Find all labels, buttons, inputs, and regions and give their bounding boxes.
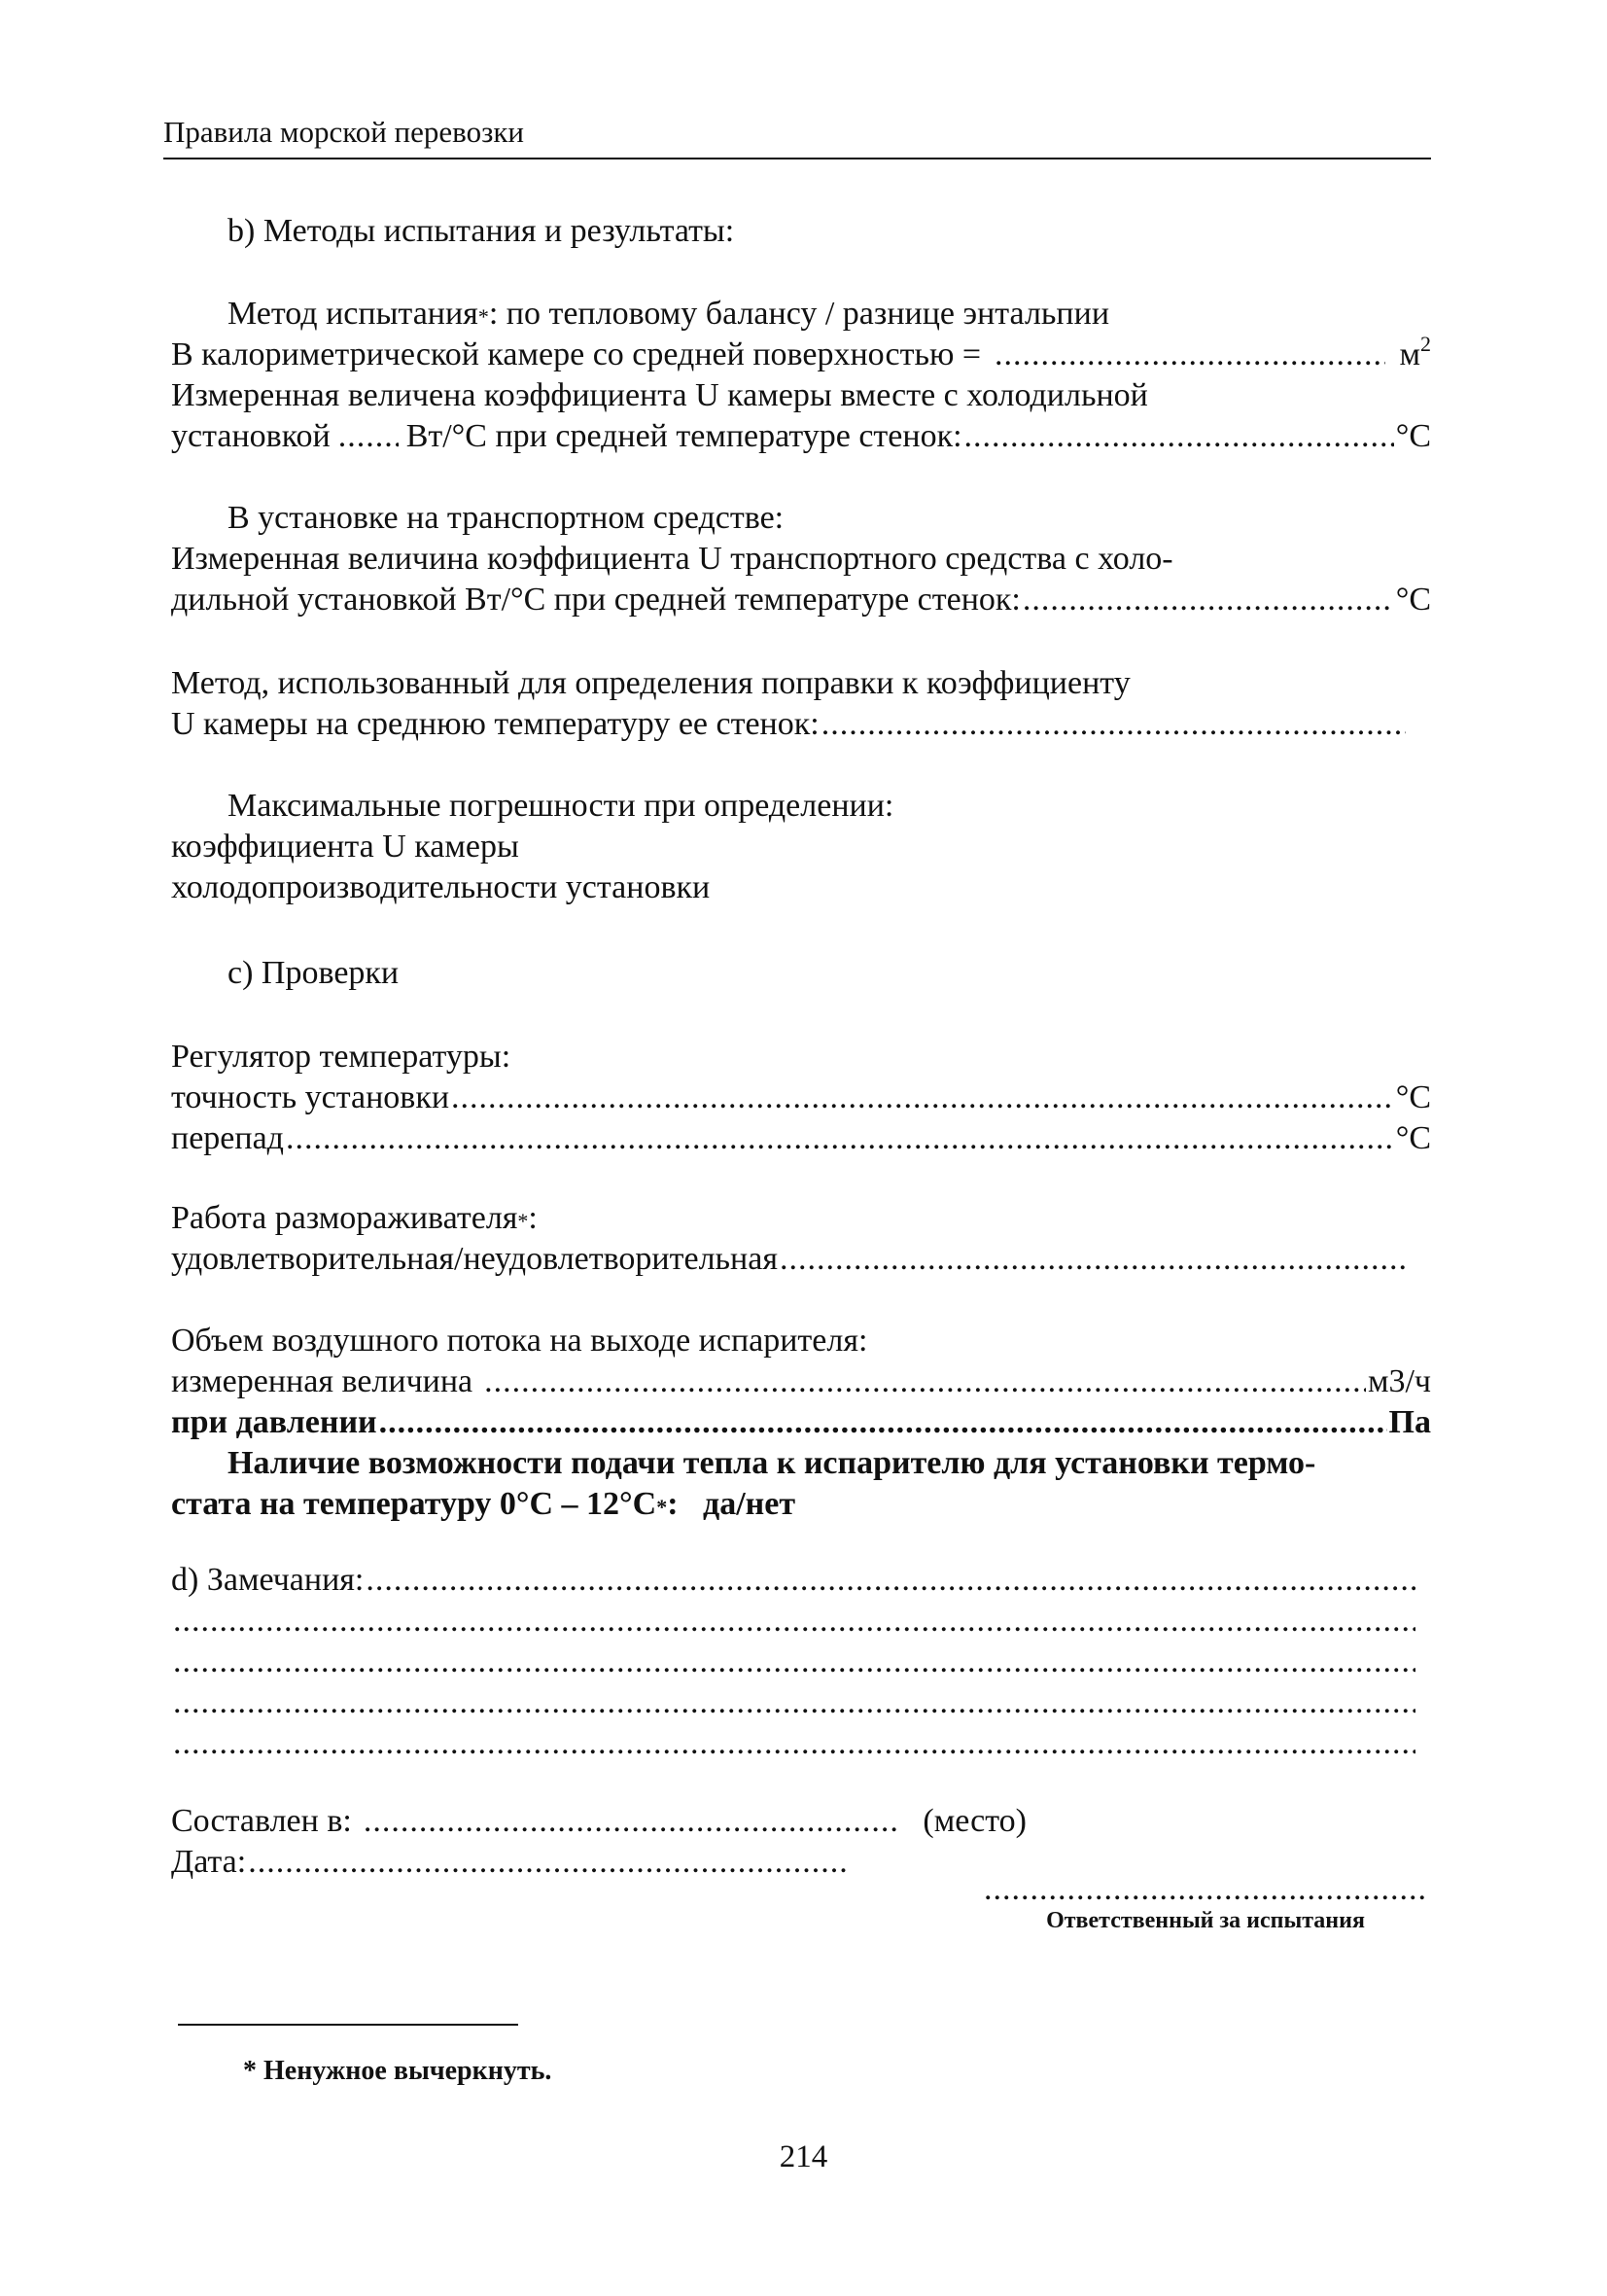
celsius-unit: °С (1395, 1120, 1431, 1156)
celsius-unit: °С (1395, 1079, 1431, 1115)
regulator-title: Регулятор температуры: (171, 1039, 511, 1075)
regulator-block (171, 1037, 1431, 1159)
defrost-field[interactable] (780, 1239, 1410, 1280)
measured-u-line-2: установкой ..... Вт/°С при средней температуре стенок: ..... °С (171, 416, 1431, 457)
airflow-unit: м3/ч (1367, 1363, 1431, 1399)
remarks-field-4[interactable] (173, 1682, 1415, 1723)
remarks-line-5 (171, 1723, 1417, 1764)
correction-block (171, 663, 1431, 745)
celsius-unit: °С (1395, 418, 1431, 454)
compiled-place-field[interactable] (364, 1801, 902, 1842)
footnote-text: Ненужное вычеркнуть. (263, 2056, 552, 2086)
differential-line: перепад ..... °С (171, 1118, 1431, 1159)
defrost-value-line: удовлетворительная/неудовлетворительная ..... (171, 1239, 1412, 1280)
compiled-block (171, 1801, 1027, 1883)
vehicle-wall-temperature-field[interactable] (1023, 580, 1394, 620)
chamber-surface-unit: $м^2$ (1399, 332, 1431, 372)
measured-u-field[interactable] (338, 416, 399, 457)
celsius-unit: °С (1395, 582, 1431, 618)
chamber-surface-label: В калориметрической камере со средней поверхностью = (171, 336, 982, 372)
heat-supply-line-2: стата на температуру 0°С – 12°С * : да/нет (171, 1486, 796, 1522)
correction-line-1: Метод, использованный для определения поправки к коэффициенту (171, 665, 1131, 701)
section-c-heading: c) Проверки (227, 955, 400, 991)
footnote-rule (178, 2024, 518, 2026)
accuracy-field[interactable] (451, 1077, 1394, 1118)
errors-intro: Максимальные погрешности при определении: (227, 788, 894, 824)
test-method-lead: Метод испытания (227, 296, 478, 332)
chamber-surface-field[interactable] (995, 335, 1385, 375)
test-method-text: : по тепловому балансу / разнице энтальпии (488, 296, 1110, 332)
section-c-heading-block (171, 953, 1431, 994)
errors-item-capacity: холодопроизводительности установки (171, 869, 711, 905)
vehicle-block (171, 498, 1431, 620)
place-label: (место) (923, 1803, 1027, 1839)
chamber-surface-line (171, 332, 1431, 375)
measured-u-line-1: Измеренная величена коэффициента U камеры вместе с холодильной (171, 377, 1148, 413)
page-number: 214 (779, 2139, 828, 2174)
footnote-mark: * (243, 2056, 257, 2086)
signature-line (982, 1869, 1429, 1910)
signature-field[interactable] (984, 1869, 1427, 1910)
accuracy-line: точность установки ..... °С (171, 1077, 1431, 1118)
remarks-heading-line: d) Замечания: ..... (171, 1560, 1417, 1601)
vehicle-line-2: дильной установкой Вт/°С при средней температуре стенок: ..... °С (171, 580, 1431, 620)
airflow-measured-line: измеренная величина ..... м3/ч (171, 1361, 1431, 1402)
remarks-line-3 (171, 1642, 1417, 1682)
signature-block (982, 1869, 1429, 1910)
pressure-unit: Па (1388, 1404, 1431, 1440)
airflow-pressure-line: при давлении ..... Па (171, 1402, 1431, 1443)
footnote (243, 2054, 551, 2089)
date-field[interactable] (248, 1842, 846, 1883)
section-b-heading-block (171, 211, 1431, 252)
vehicle-line-1: Измеренная величина коэффициента U транспортного средства с холо- (171, 541, 1173, 577)
remarks-line-2 (171, 1601, 1417, 1642)
vehicle-intro: В установке на транспортном средстве: (227, 500, 785, 536)
test-method-line: Метод испытания * : по тепловому балансу / разнице энтальпии (171, 294, 1431, 335)
remarks-field-5[interactable] (173, 1723, 1415, 1764)
header-rule (163, 158, 1431, 159)
errors-item-u: коэффициента U камеры (171, 829, 519, 865)
airflow-block (171, 1321, 1431, 1525)
remarks-field-3[interactable] (173, 1642, 1415, 1682)
wall-temperature-field[interactable] (964, 416, 1394, 457)
defrost-block (171, 1198, 1431, 1280)
test-method-block (171, 294, 1431, 457)
signer-label: Ответственный за испытания (1046, 1908, 1365, 1933)
remarks-block (171, 1560, 1417, 1764)
date-line: Дата: ..... (171, 1842, 848, 1883)
heat-supply-line-1: Наличие возможности подачи тепла к испарителю для установки термо- (227, 1445, 1316, 1481)
running-head: Правила морской перевозки (163, 115, 524, 149)
remarks-field-1[interactable] (366, 1560, 1415, 1601)
defrost-title: Работа размораживателя * : (171, 1200, 538, 1236)
differential-field[interactable] (286, 1118, 1394, 1159)
airflow-measured-field[interactable] (484, 1361, 1366, 1402)
airflow-pressure-field[interactable] (379, 1402, 1387, 1443)
correction-line-2: U камеры на среднюю температуру ее стенок: ..... (171, 704, 1408, 745)
section-b-heading: b) Методы испытания и результаты: (227, 213, 735, 249)
correction-method-field[interactable] (821, 704, 1406, 745)
airflow-title: Объем воздушного потока на выходе испарителя: (171, 1323, 868, 1359)
remarks-field-2[interactable] (173, 1601, 1415, 1642)
compiled-line: Составлен в: ..... (место) (171, 1801, 1027, 1842)
remarks-line-4 (171, 1682, 1417, 1723)
errors-block (171, 786, 1431, 908)
